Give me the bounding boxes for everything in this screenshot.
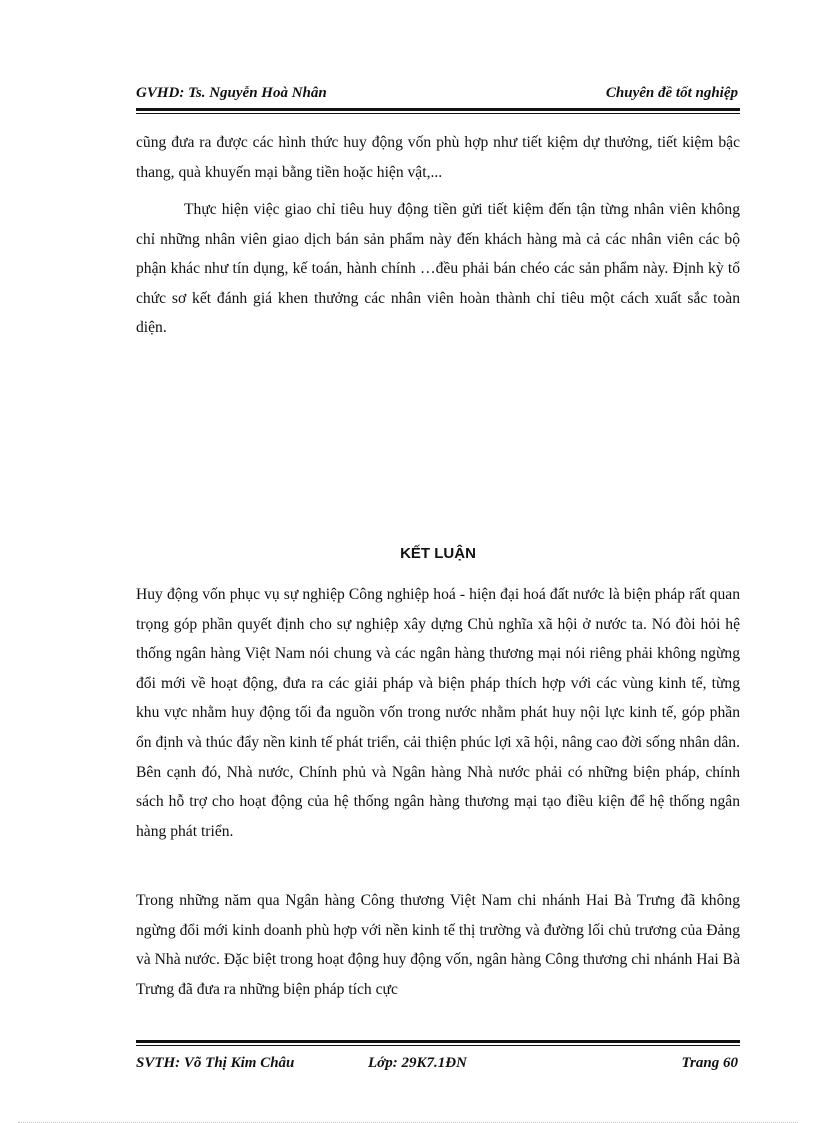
footer-divider bbox=[136, 1040, 740, 1043]
section-heading: KẾT LUẬN bbox=[400, 545, 476, 562]
student-label: SVTH: Võ Thị Kim Châu bbox=[136, 1055, 295, 1071]
class-label: Lớp: 29K7.1ĐN bbox=[368, 1055, 467, 1071]
page-header bbox=[136, 85, 738, 107]
paragraph-continuation: cũng đưa ra được các hình thức huy động vốn phù hợp như tiết kiệm dự thưởng, tiết kiệm bậc thang, quà khuyến mại bằng tiền hoặc hiện vật,... bbox=[136, 134, 740, 181]
page-number: Trang 60 bbox=[681, 1055, 738, 1071]
supervisor-label: GVHD: Ts. Nguyễn Hoà Nhân bbox=[136, 85, 327, 101]
paragraph-conclusion-2: Trong những năm qua Ngân hàng Công thương Việt Nam chi nhánh Hai Bà Trưng đã không ngừng đổi mới kinh doanh phù hợp với nền kinh tế thị trường và đường lối chủ trương của Đảng và Nhà nước. Đặc biệt trong hoạt động huy động vốn, ngân hàng Công thương chi nhánh Hai Bà Trưng đã đưa ra những biện pháp tích cực bbox=[136, 892, 740, 998]
page-footer bbox=[136, 1055, 738, 1077]
paragraph-conclusion-1: Huy động vốn phục vụ sự nghiệp Công nghiệp hoá - hiện đại hoá đất nước là biện pháp rất quan trọng góp phần quyết định cho sự nghiệp xây dựng Chủ nghĩa xã hội ở nước ta. Nó đòi hỏi hệ thống ngân hàng Việt Nam nói chung và các ngân hàng thương mại nói riêng phải không ngừng đổi mới về hoạt động, đưa ra các giải pháp và biện pháp thích hợp với các vùng kinh tế, từng khu vực nhằm huy động tối đa nguồn vốn trong nước nhằm phát huy nội lực kinh tế, góp phần ổn định và thúc đẩy nền kinh tế phát triển, cải thiện phúc lợi xã hội, nâng cao đời sống nhân dân. Bên cạnh đó, Nhà nước, Chính phủ và Ngân hàng Nhà nước phải có những biện pháp, chính sách hỗ trợ cho hoạt động của hệ thống ngân hàng thương mại tạo điều kiện để hệ thống ngân hàng phát triển. bbox=[136, 586, 740, 840]
report-type-label: Chuyên đề tốt nghiệp bbox=[605, 85, 738, 101]
footer-divider-thin bbox=[136, 1045, 740, 1046]
header-divider-thin bbox=[136, 113, 740, 114]
header-divider bbox=[136, 108, 740, 111]
paragraph-quota: Thực hiện việc giao chỉ tiêu huy động tiền gửi tiết kiệm đến tận từng nhân viên không chỉ những nhân viên giao dịch bán sản phẩm này đến khách hàng mà cả các nhân viên các bộ phận khác như tín dụng, kế toán, hành chính …đều phải bán chéo các sản phẩm này. Định kỳ tổ chức sơ kết đánh giá khen thưởng các nhân viên hoàn thành chỉ tiêu một cách xuất sắc toàn diện. bbox=[136, 201, 740, 337]
